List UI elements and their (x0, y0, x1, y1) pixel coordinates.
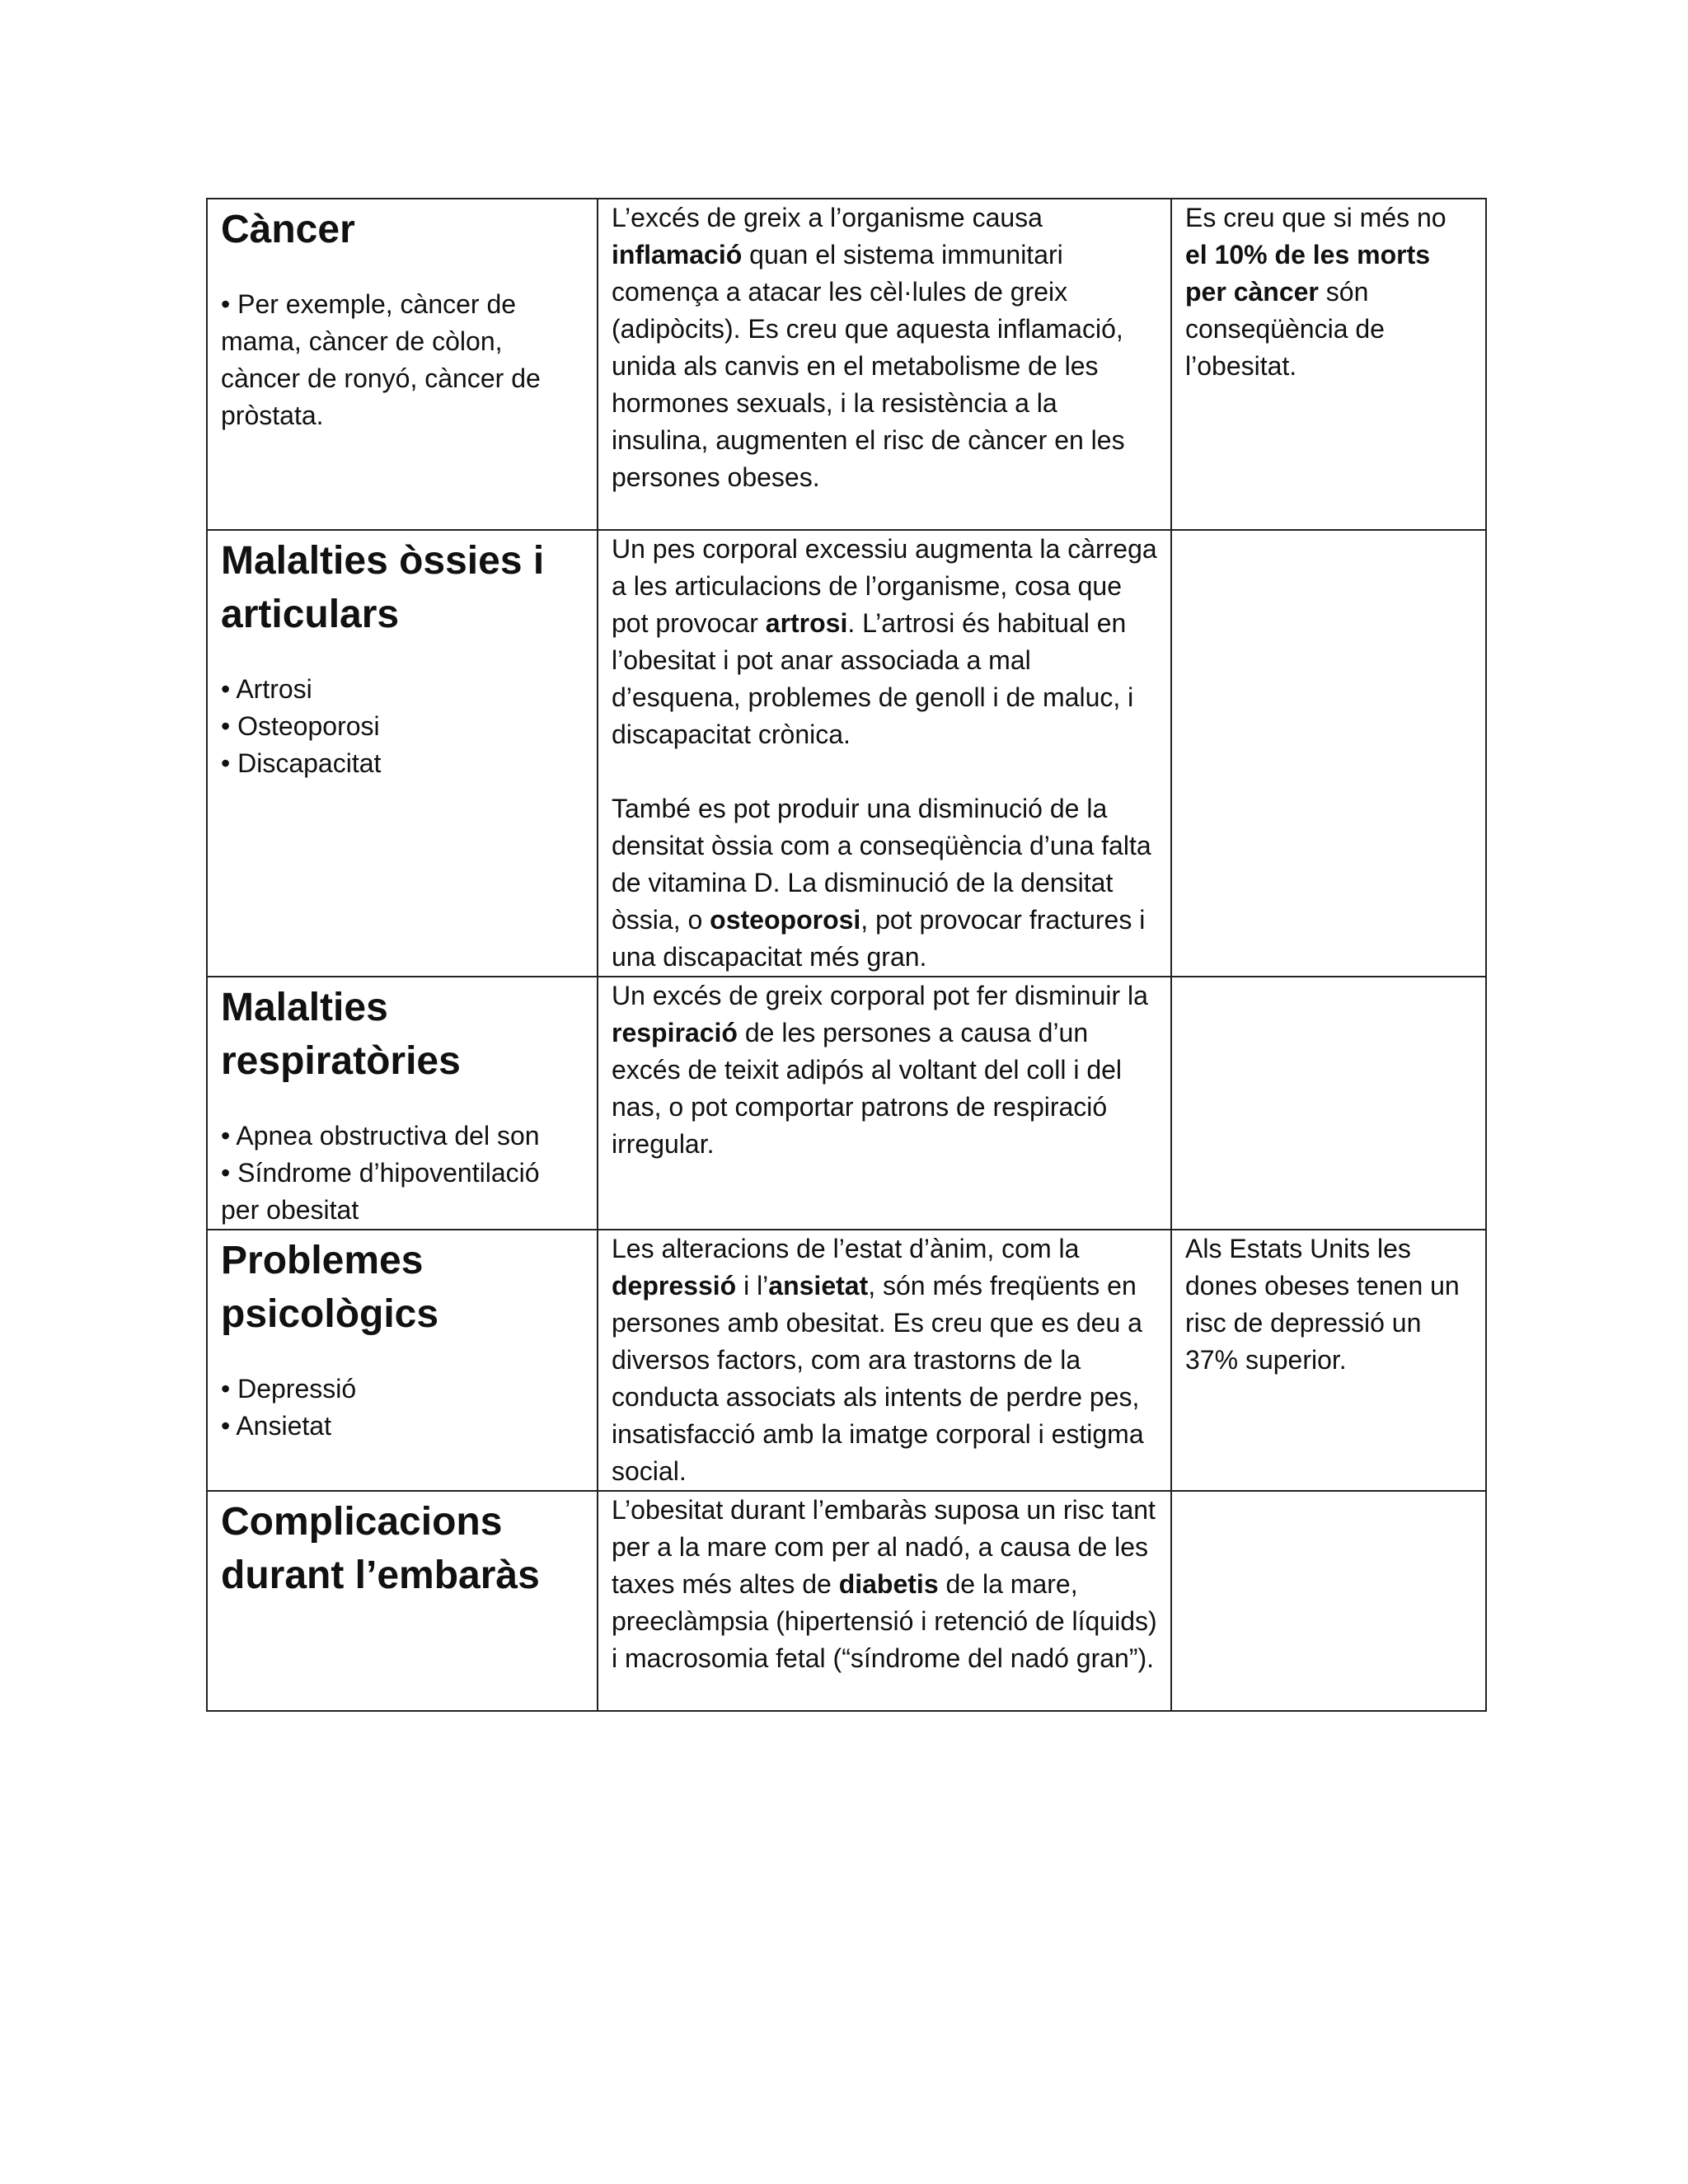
bullet-item: • Discapacitat (221, 748, 382, 778)
statistic-cell (1171, 530, 1486, 977)
bullet-item: • Osteoporosi (221, 711, 380, 741)
bold-term: osteoporosi (710, 905, 861, 935)
condition-cell (207, 199, 598, 530)
conditions-table (206, 198, 1487, 1712)
table-row (207, 977, 1486, 1230)
bold-term: inflamació (612, 240, 743, 269)
description-cell (598, 530, 1171, 977)
text-span: . L’artrosi és habitual en l’obesitat i pot anar associada a mal d’esquena, problemes de genoll i de maluc, i discapacitat crònica. (612, 608, 1134, 749)
condition-cell (207, 1491, 598, 1711)
bold-term: respiració (612, 1018, 738, 1047)
text-span: , pot provocar fractures i una discapacitat més gran. (612, 905, 1146, 972)
description-paragraph (612, 1492, 1157, 1677)
description-cell (598, 1491, 1171, 1711)
text-span: són conseqüència de l’obesitat. (1185, 277, 1385, 381)
condition-title: Problemes psicològics (221, 1239, 439, 1336)
text-span: Es creu que si més no (1185, 203, 1447, 232)
text-span: L’obesitat durant l’embaràs suposa un risc tant per a la mare com per al nadó, a causa de les taxes més altes de (612, 1495, 1156, 1599)
bold-term: artrosi (765, 608, 848, 638)
description-cell (598, 199, 1171, 530)
statistic-cell (1171, 1230, 1486, 1491)
table-row (207, 199, 1486, 530)
table-row (207, 1491, 1486, 1711)
table-row (207, 530, 1486, 977)
condition-cell (207, 977, 598, 1230)
bullet-item: • Per exemple, càncer de mama, càncer de còlon, càncer de ronyó, càncer de pròstata. (221, 289, 541, 430)
bold-term: depressió (612, 1271, 737, 1301)
description-paragraph (612, 790, 1157, 976)
condition-title: Malalties respiratòries (221, 986, 461, 1083)
bullet-item: • Síndrome d’hipoventilació per obesitat (221, 1158, 540, 1225)
condition-bullets (221, 671, 584, 782)
condition-bullets (221, 286, 584, 434)
text-span: Un excés de greix corporal pot fer disminuir la (612, 981, 1148, 1010)
text-span: També es pot produir una disminució de la densitat òssia com a conseqüència d’una falta de vitamina D. La disminució de la densitat òssia, o (612, 794, 1151, 935)
description-paragraph (612, 977, 1157, 1163)
text-span: Les alteracions de l’estat d’ànim, com la (612, 1234, 1080, 1263)
text-span: L’excés de greix a l’organisme causa (612, 203, 1043, 232)
bold-term: ansietat (768, 1271, 869, 1301)
bold-statistic: el 10% de les morts per càncer (1185, 240, 1431, 307)
condition-title: Càncer (221, 208, 355, 251)
statistic-note (1185, 199, 1472, 385)
text-span: Un pes corporal excessiu augmenta la càrrega a les articulacions de l’organisme, cosa que pot provocar (612, 534, 1157, 638)
condition-cell (207, 1230, 598, 1491)
description-cell (598, 977, 1171, 1230)
description-cell (598, 1230, 1171, 1491)
condition-bullets (221, 1371, 584, 1445)
statistic-cell (1171, 1491, 1486, 1711)
bullet-item: • Apnea obstructiva del son (221, 1121, 540, 1151)
text-span: , són més freqüents en persones amb obesitat. Es creu que es deu a diversos factors, com ara trastorns de la conducta associats als intents de perdre pes, insatisfacció amb la imatge corporal i estigma social. (612, 1271, 1144, 1486)
condition-title: Malalties òssies i articulars (221, 539, 545, 636)
condition-bullets (221, 1118, 584, 1229)
text-span: de les persones a causa d’un excés de teixit adipós al voltant del coll i del nas, o pot comportar patrons de respiració irregular. (612, 1018, 1123, 1159)
condition-cell (207, 530, 598, 977)
statistic-cell (1171, 199, 1486, 530)
statistic-note (1185, 1230, 1472, 1379)
bullet-item: • Ansietat (221, 1411, 331, 1441)
bold-term: diabetis (838, 1569, 939, 1599)
text-span: i l’ (736, 1271, 769, 1301)
description-paragraph (612, 1230, 1157, 1490)
text-span: Als Estats Units les dones obeses tenen un risc de depressió un 37% superior. (1185, 1234, 1460, 1375)
description-paragraph (612, 531, 1157, 753)
table-row (207, 1230, 1486, 1491)
bullet-item: • Artrosi (221, 674, 312, 704)
text-span: de la mare, preeclàmpsia (hipertensió i retenció de líquids) i macrosomia fetal (“síndrome del nadó gran”). (612, 1569, 1157, 1673)
table-body (207, 199, 1486, 1711)
condition-title: Complicacions durant l’embaràs (221, 1500, 540, 1597)
description-paragraph (612, 199, 1157, 496)
statistic-cell (1171, 977, 1486, 1230)
text-span: quan el sistema immunitari comença a atacar les cèl·lules de greix (adipòcits). Es creu que aquesta inflamació, unida als canvis en el metabolisme de les hormones sexuals, i la resistència a la insulina, augmenten el risc de càncer en les persones obeses. (612, 240, 1125, 492)
bullet-item: • Depressió (221, 1374, 357, 1404)
